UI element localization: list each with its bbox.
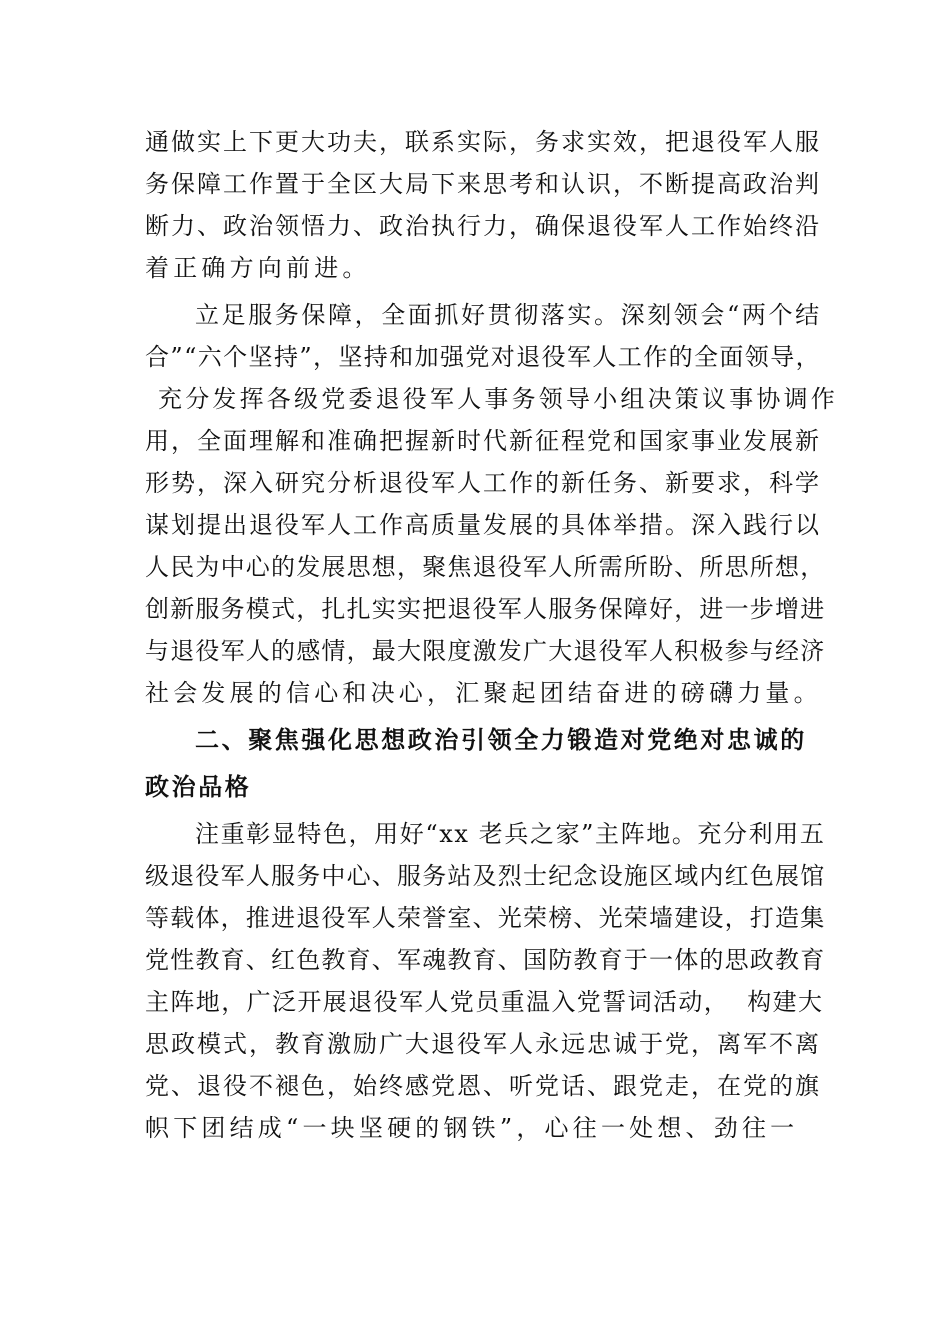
paragraph-2-line-4: 用，全面理解和准确把握新时代新征程党和国家事业发展新 xyxy=(145,427,821,455)
section-heading-line-1: 二、聚焦强化思想政治引领全力锻造对党绝对忠诚的 xyxy=(195,726,807,754)
paragraph-3-line-6: 思政模式，教育激励广大退役军人永远忠诚于党，离军不离 xyxy=(145,1030,821,1058)
paragraph-2-line-7: 人民为中心的发展思想，聚焦退役军人所需所盼、所思所想， xyxy=(145,553,826,581)
paragraph-1-line-3: 断力、政治领悟力、政治执行力，确保退役军人工作始终沿 xyxy=(145,212,821,240)
paragraph-2-line-9: 与退役军人的感情，最大限度激发广大退役军人积极参与经济 xyxy=(145,637,826,665)
paragraph-3-line-7: 党、退役不褪色，始终感党恩、听党话、跟党走，在党的旗 xyxy=(145,1072,821,1100)
paragraph-2-line-8: 创新服务模式，扎扎实实把退役军人服务保障好，进一步增进 xyxy=(145,595,826,623)
paragraph-2-line-3: 充分发挥各级党委退役军人事务领导小组决策议事协调作 xyxy=(158,385,838,413)
paragraph-3-line-8: 帜下团结成“一块坚硬的钢铁”，心往一处想、劲往一 xyxy=(145,1114,799,1142)
paragraph-2-line-5: 形势，深入研究分析退役军人工作的新任务、新要求，科学 xyxy=(145,469,821,497)
paragraph-3-line-3: 等载体，推进退役军人荣誉室、光荣榜、光荣墙建设，打造集 xyxy=(145,904,826,932)
paragraph-1-line-1: 通做实上下更大功夫，联系实际，务求实效，把退役军人服 xyxy=(145,128,821,156)
paragraph-3-line-2: 级退役军人服务中心、服务站及烈士纪念设施区域内红色展馆 xyxy=(145,862,826,890)
section-heading-line-2: 政治品格 xyxy=(145,773,252,801)
paragraph-3-line-5: 主阵地，广泛开展退役军人党员重温入党誓词活动， 构建大 xyxy=(145,988,824,1016)
paragraph-1-line-2: 务保障工作置于全区大局下来思考和认识，不断提高政治判 xyxy=(145,170,821,198)
paragraph-3-line-4: 党性教育、红色教育、军魂教育、国防教育于一体的思政教育 xyxy=(145,946,826,974)
paragraph-2-line-10: 社会发展的信心和决心，汇聚起团结奋进的磅礴力量。 xyxy=(145,679,822,707)
paragraph-1-line-4: 着正确方向前进。 xyxy=(145,254,371,282)
paragraph-2-line-2: 合”“六个坚持”，坚持和加强党对退役军人工作的全面领导， xyxy=(145,343,822,371)
paragraph-3-line-1: 注重彰显特色，用好“xx 老兵之家”主阵地。充分利用五 xyxy=(195,820,826,848)
paragraph-2-line-6: 谋划提出退役军人工作高质量发展的具体举措。深入践行以 xyxy=(145,511,821,539)
paragraph-2-line-1: 立足服务保障，全面抓好贯彻落实。深刻领会“两个结 xyxy=(195,301,822,329)
